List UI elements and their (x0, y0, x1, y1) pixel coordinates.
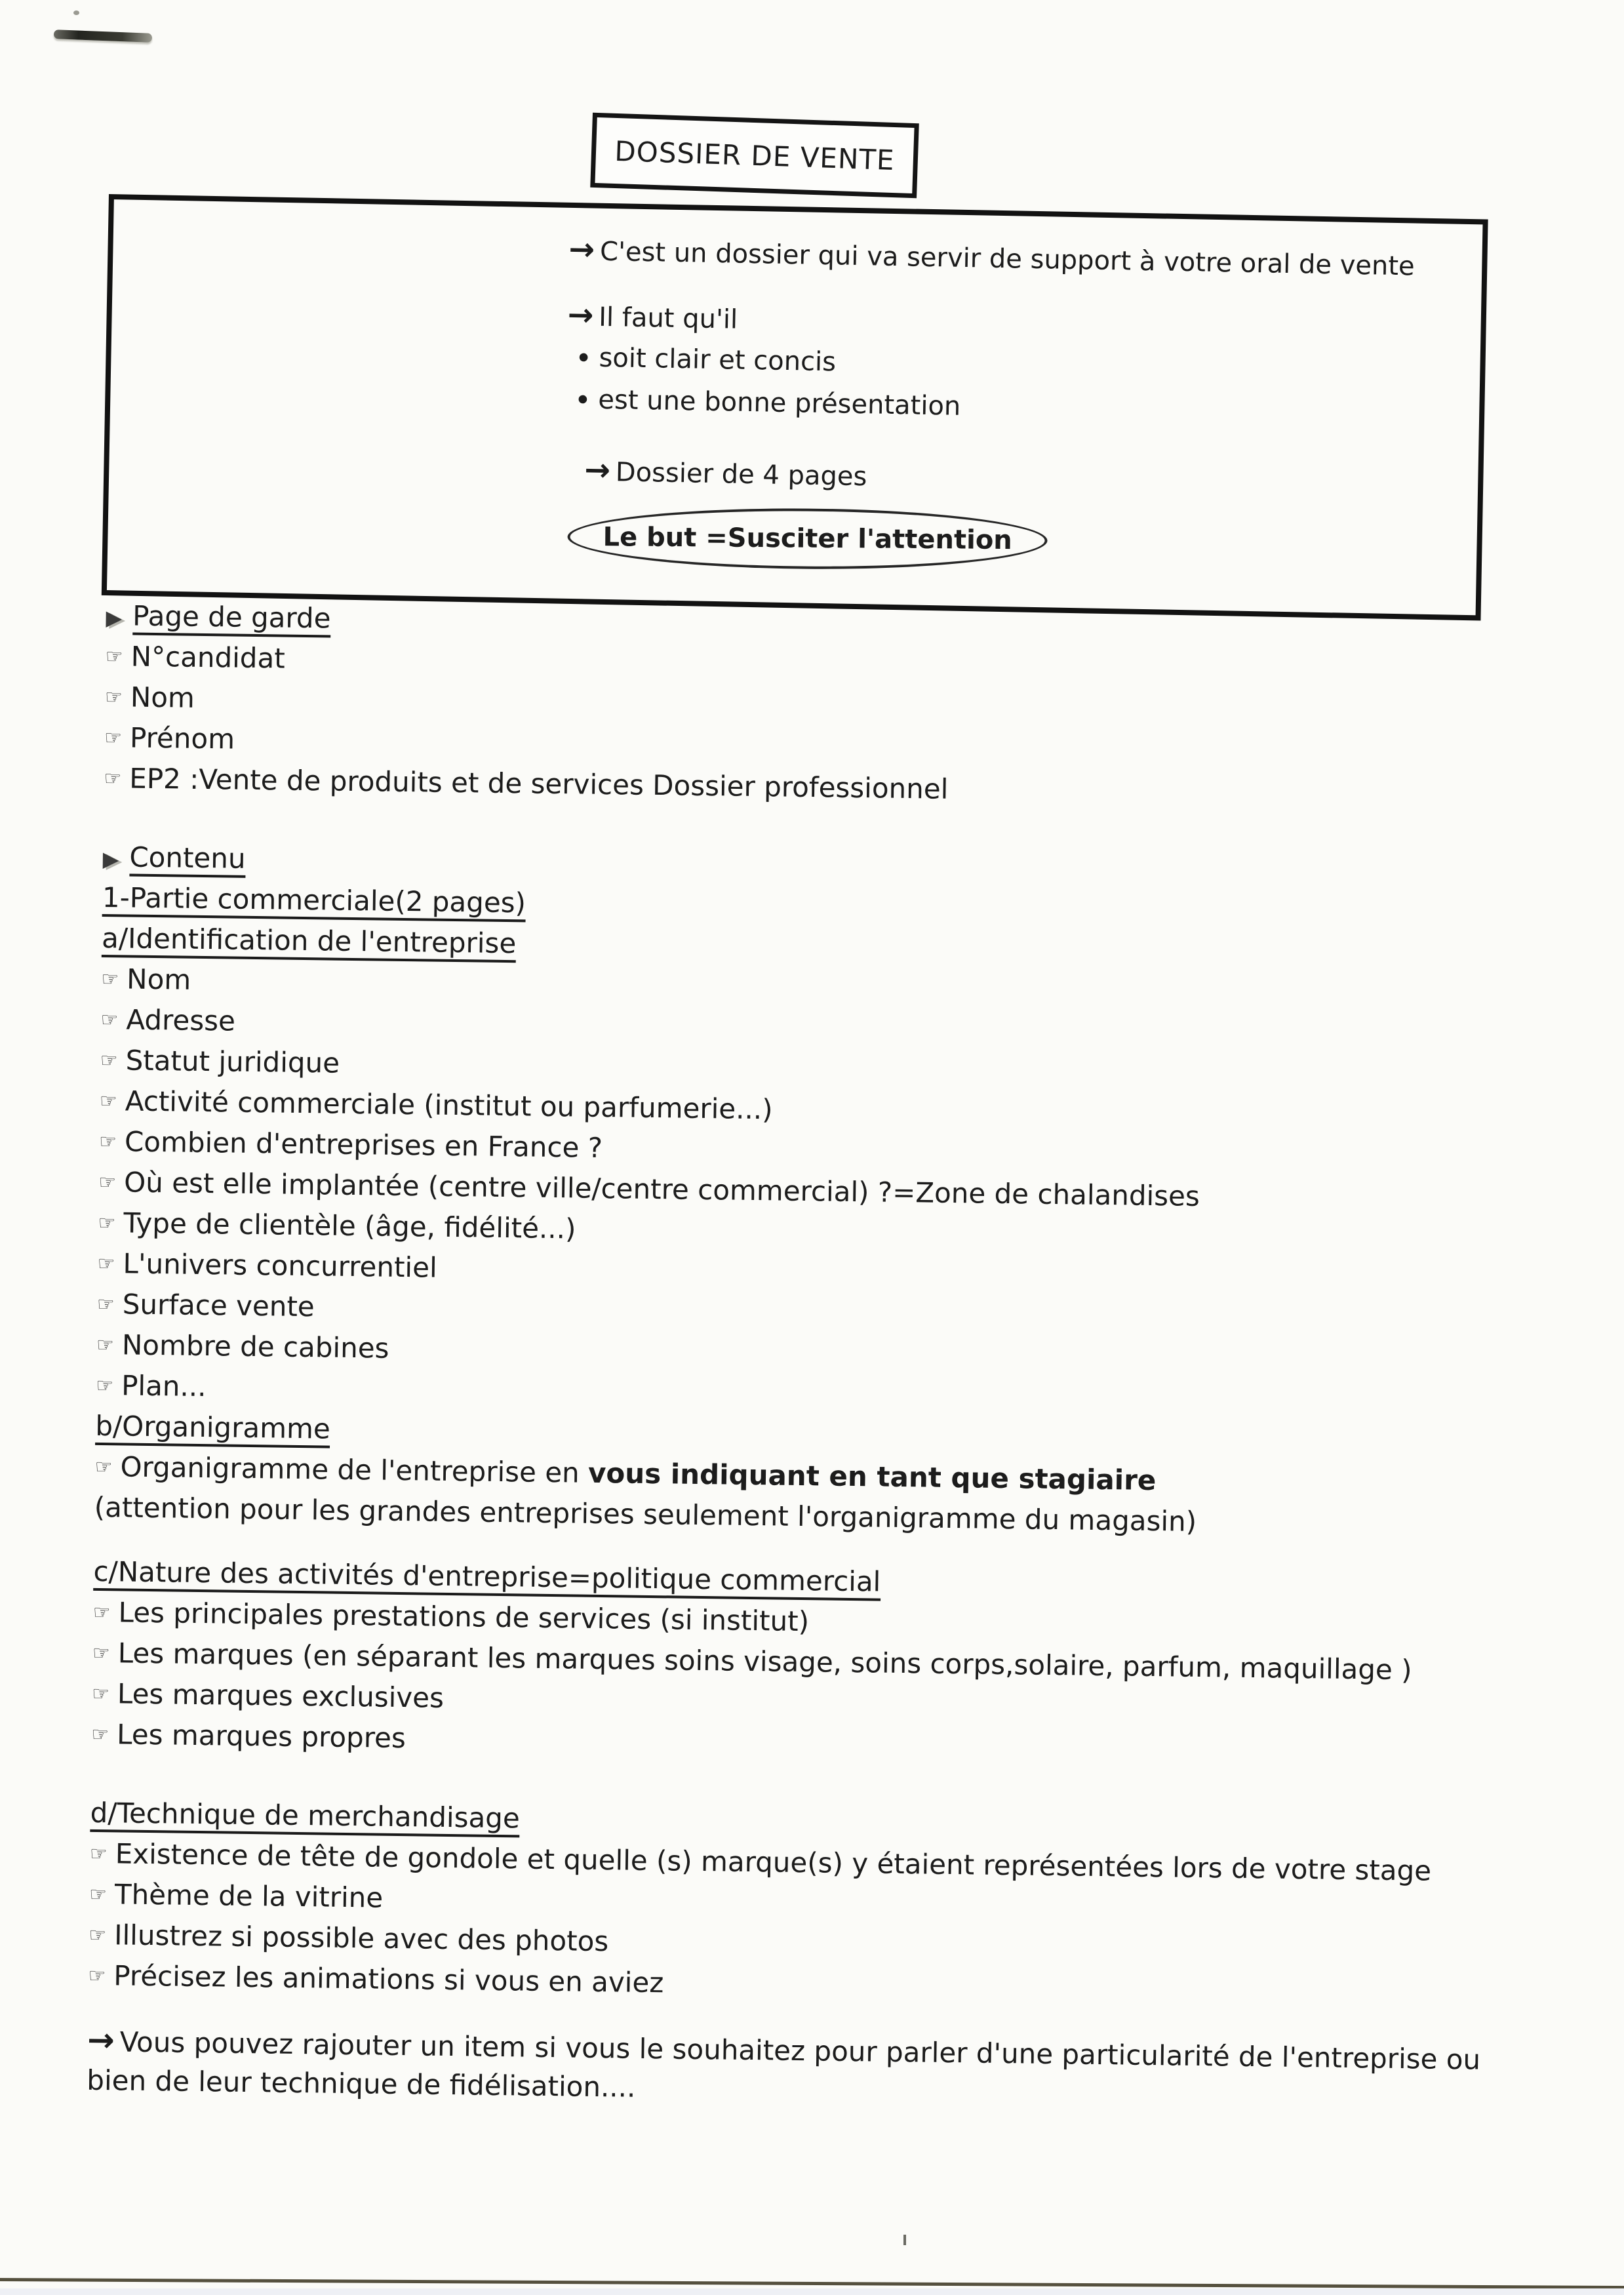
list-item-text: Les marques exclusives (117, 1677, 445, 1714)
organigramme-note-text: (attention pour les grandes entreprises seulement l'organigramme du magasin) (94, 1490, 1197, 1538)
list-item-text: Combien d'entreprises en France ? (124, 1125, 603, 1164)
list-item-text: Les marques (en séparant les marques soins visage, soins corps,solaire, parfum, maquillage ) (117, 1637, 1412, 1686)
pointing-hand-icon: ☞ (96, 1333, 115, 1357)
bullet-icon: • (574, 387, 591, 414)
scan-tick-mark (903, 2235, 906, 2245)
intro-line-il-faut (567, 298, 1414, 349)
intro-lines (563, 233, 1415, 580)
scan-smudge-dot (73, 10, 79, 15)
heading-text: d/Technique de merchandisage (90, 1797, 520, 1838)
pointing-hand-icon: ☞ (101, 967, 119, 991)
scan-bottom-edge-line (0, 2278, 1624, 2289)
arrow-icon: → (584, 452, 611, 489)
heading-text: a/Identification de l'entreprise (102, 922, 517, 963)
heading-text: Page de garde (132, 600, 331, 638)
list-item-text: Activité commerciale (institut ou parfumerie...) (125, 1085, 773, 1126)
pointing-hand-icon: ☞ (104, 685, 123, 709)
document-title-box (590, 113, 919, 198)
heading-text: c/Nature des activités d'entreprise=politique commercial (93, 1555, 881, 1601)
document-title: DOSSIER DE VENTE (614, 134, 896, 176)
intro-line-support (568, 233, 1415, 284)
pointing-hand-icon: ☞ (104, 726, 123, 750)
pointing-hand-icon: ☞ (95, 1374, 114, 1398)
bullet-icon: • (576, 345, 591, 372)
pointing-hand-icon: ☞ (89, 1883, 108, 1907)
intro-line-pages (584, 453, 1411, 504)
list-item-text: Statut juridique (125, 1044, 340, 1079)
intro-line-text: C'est un dossier qui va servir de support à votre oral de vente (599, 236, 1416, 282)
pointing-hand-icon: ☞ (99, 1089, 118, 1113)
list-item-text: Type de clientèle (âge, fidélité...) (123, 1207, 576, 1245)
heading-text: b/Organigramme (95, 1410, 330, 1448)
list-item-text: Illustrez si possible avec des photos (113, 1919, 609, 1958)
intro-bullet-text: soit clair et concis (599, 342, 837, 378)
flag-icon: ▶ (106, 605, 123, 631)
list-item-text: L'univers concurrentiel (123, 1247, 438, 1284)
document-body (87, 595, 1588, 2120)
list-item-text: Nombre de cabines (121, 1328, 389, 1365)
flag-icon: ▶ (102, 846, 119, 872)
pointing-hand-icon: ☞ (89, 1842, 108, 1866)
pointing-hand-icon: ☞ (100, 1008, 119, 1032)
list-item-text: Prénom (129, 721, 235, 755)
pointing-hand-icon: ☞ (98, 1211, 116, 1235)
pointing-hand-icon: ☞ (91, 1723, 109, 1747)
list-item-text: Où est elle implantée (centre ville/centre commercial) ?=Zone de chalandises (123, 1166, 1200, 1212)
scan-bottom-edge-strip (0, 2288, 1624, 2295)
goal-row (563, 504, 1410, 580)
goal-ellipse: Le but =Susciter l'attention (567, 507, 1048, 571)
list-item-text: Précisez les animations si vous en aviez (113, 1959, 664, 1999)
list-item-text: EP2 :Vente de produits et de services Dossier professionnel (129, 762, 949, 805)
intro-bullet-presentation (575, 382, 1412, 433)
list-item-text: Adresse (126, 1003, 236, 1037)
intro-line-text: Il faut qu'il (598, 302, 738, 335)
pointing-hand-icon: ☞ (104, 767, 122, 791)
intro-line-text: Dossier de 4 pages (615, 457, 867, 492)
heading-text: Contenu (129, 841, 246, 877)
pointing-hand-icon: ☞ (96, 1292, 115, 1317)
heading-text: 1-Partie commerciale(2 pages) (102, 881, 526, 922)
list-item-text: Les principales prestations de services (si institut) (118, 1596, 810, 1638)
pointing-hand-icon: ☞ (98, 1130, 117, 1154)
list-item-text: Surface vente (122, 1288, 315, 1323)
organigramme-item-bold: vous indiquant en tant que stagiaire (587, 1456, 1157, 1497)
intro-bullet-text: est une bonne présentation (597, 384, 961, 422)
list-item-text: Thème de la vitrine (114, 1878, 384, 1914)
footer-note-text: bien de leur technique de fidélisation.... (87, 2064, 636, 2104)
pointing-hand-icon: ☞ (97, 1252, 115, 1276)
pointing-hand-icon: ☞ (92, 1601, 111, 1625)
pointing-hand-icon: ☞ (98, 1170, 117, 1195)
pointing-hand-icon: ☞ (94, 1455, 113, 1479)
pointing-hand-icon: ☞ (88, 1964, 106, 1988)
list-item-text: Les marques propres (116, 1718, 406, 1755)
list-item-text: Nom (126, 963, 191, 996)
pointing-hand-icon: ☞ (100, 1048, 118, 1073)
pointing-hand-icon: ☞ (89, 1923, 107, 1947)
arrow-icon: → (567, 296, 594, 334)
list-item-text: N°candidat (130, 640, 286, 675)
arrow-icon: → (87, 2020, 115, 2060)
scan-smudge-bar (54, 30, 152, 43)
intro-bullet-clair (576, 340, 1413, 391)
intro-box (102, 194, 1488, 620)
organigramme-item-prefix: Organigramme de l'entreprise en (120, 1450, 589, 1489)
list-item-text: Existence de tête de gondole et quelle (s) marque(s) y étaient représentées lors de votre stage (115, 1837, 1432, 1887)
pointing-hand-icon: ☞ (91, 1682, 110, 1706)
pointing-hand-icon: ☞ (92, 1641, 111, 1666)
footer-note-text: Vous pouvez rajouter un item si vous le souhaitez pour parler d'une particularité de l'entreprise ou (119, 2026, 1481, 2076)
list-item-text: Nom (130, 681, 195, 714)
pointing-hand-icon: ☞ (105, 645, 123, 669)
arrow-icon: → (568, 231, 595, 268)
list-item-text: Plan... (121, 1369, 207, 1403)
